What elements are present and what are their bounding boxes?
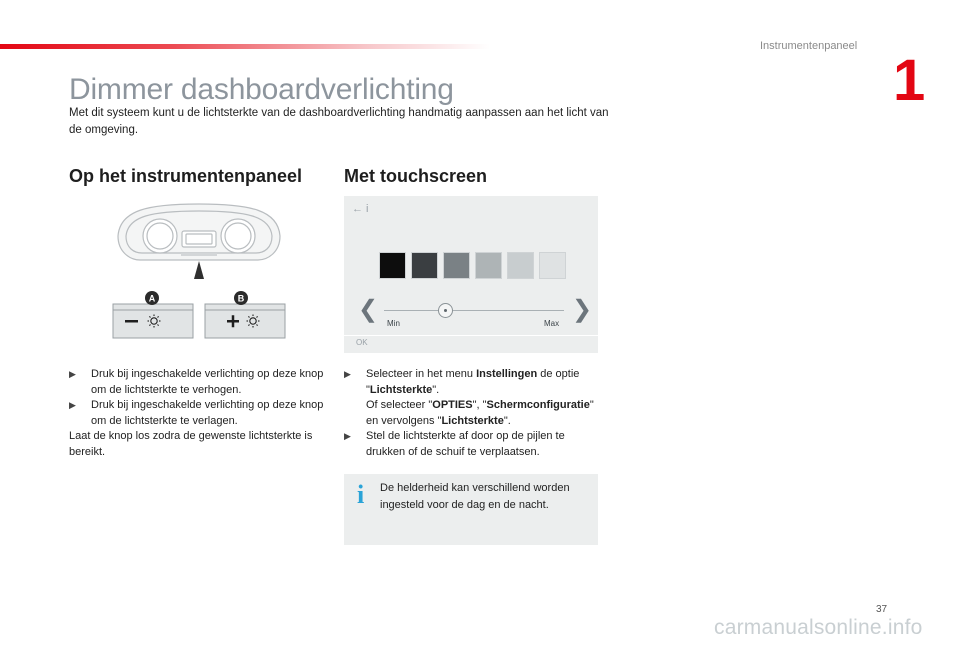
chevron-left-icon: ❮ — [358, 296, 379, 323]
bullet-icon: ▶ — [69, 369, 76, 379]
dashboard-cluster-drawing — [118, 204, 280, 260]
list-item — [344, 429, 600, 460]
intro-text: Met dit systeem kunt u de lichtsterkte van de dashboardverlichting handmatig aanpassen aan het licht van de omgeving. — [69, 107, 609, 136]
swatch-6 — [539, 252, 566, 279]
chapter-number: 1 — [893, 48, 926, 113]
section-title: Instrumentenpaneel — [760, 40, 858, 52]
page-title: Dimmer dashboardverlichting — [69, 73, 454, 106]
header-accent-bar — [0, 44, 490, 49]
brightness-slider-track — [384, 310, 564, 311]
watermark: carmanualsonline.info — [714, 616, 923, 639]
info-text: De helderheid kan verschillend worden ingesteld voor de dag en de nacht. — [380, 482, 570, 511]
back-arrow-icon: ← і — [352, 203, 369, 215]
info-box — [344, 474, 598, 545]
brightness-swatches — [379, 252, 566, 279]
instrument-panel-illustration — [108, 200, 290, 346]
button-b-group — [205, 291, 285, 338]
bullet-icon: ▶ — [344, 369, 351, 379]
swatch-3 — [443, 252, 470, 279]
list-item — [69, 398, 327, 429]
heading-instrument-panel: Op het instrumentenpaneel — [69, 166, 303, 186]
chevron-right-icon: ❯ — [572, 296, 593, 323]
list-item — [69, 367, 327, 398]
bullet-icon: ▶ — [344, 431, 351, 442]
instruction-increase: Druk bij ingeschakelde verlichting op deze knop om de lichtsterkte te verhogen. — [91, 368, 324, 396]
pointer-arrow — [194, 261, 204, 279]
release-note: Laat de knop los zodra de gewenste lichtsterkte is bereikt. — [69, 430, 313, 458]
swatch-5 — [507, 252, 534, 279]
swatch-4 — [475, 252, 502, 279]
heading-touchscreen: Met touchscreen — [344, 166, 488, 186]
button-a-label: A — [148, 293, 156, 304]
info-icon: i — [357, 480, 365, 509]
touchscreen-instructions — [344, 367, 600, 461]
swatch-1 — [379, 252, 406, 279]
instruction-select-menu: Selecteer in het menu Instellingen de optie "Lichtsterkte". Of selecteer "OPTIES", "Schermconfiguratie" en vervolgens "Lichtsterkte". — [366, 368, 594, 427]
brightness-slider-knob — [438, 303, 453, 318]
list-item — [344, 367, 600, 429]
slider-max-label: Max — [544, 319, 560, 328]
instruction-decrease: Druk bij ingeschakelde verlichting op deze knop om de lichtsterkte te verlagen. — [91, 399, 324, 427]
instrument-panel-instructions — [69, 367, 327, 461]
instruction-adjust: Stel de lichtsterkte af door op de pijlen te drukken of de schuif te verplaatsen. — [366, 430, 565, 458]
swatch-2 — [411, 252, 438, 279]
button-b-label: B — [237, 293, 245, 304]
touchscreen-illustration — [344, 196, 598, 353]
divider — [344, 335, 598, 336]
page-number: 37 — [876, 604, 888, 615]
button-a-group — [113, 291, 193, 338]
bullet-icon: ▶ — [69, 400, 76, 411]
slider-min-label: Min — [387, 319, 400, 328]
ok-label: OK — [356, 338, 368, 347]
